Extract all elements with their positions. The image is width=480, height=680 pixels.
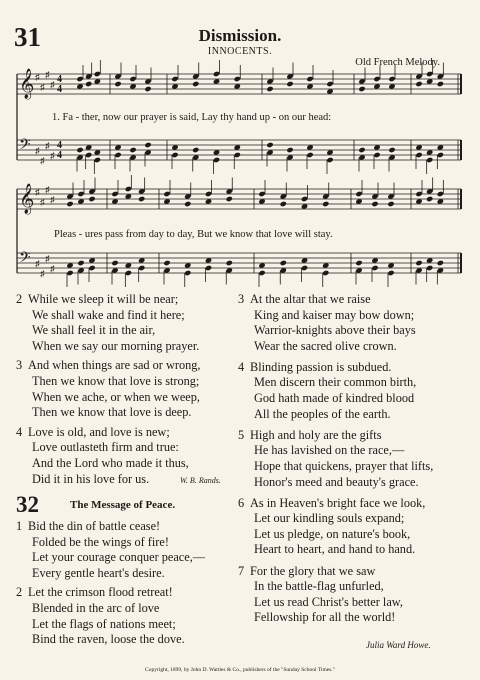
verse-block (16, 519, 231, 581)
verse-line: Men discern their common birth, (254, 375, 417, 390)
note-head (371, 201, 378, 207)
note-head (184, 270, 191, 276)
sharp-icon: ♯ (45, 140, 50, 151)
note-head (306, 76, 313, 82)
note-head (66, 270, 73, 276)
note-head (234, 152, 241, 158)
verse-line: 4 Love is old, and love is new; (16, 424, 170, 439)
verse-block (238, 564, 473, 626)
note-head (258, 191, 265, 197)
verse-block (16, 292, 231, 354)
note-head (85, 152, 92, 158)
verse-line: We shall wake and find it here; (32, 307, 185, 322)
note-head (144, 86, 151, 92)
verse-line: Let our kindling souls expand; (254, 511, 405, 526)
note-head (322, 270, 329, 276)
verse-number: 4 (16, 424, 23, 439)
verse-line: Love outlasteth firm and true: (32, 440, 179, 455)
copyright-notice: Copyright, 1899, by John D. Wattles & Co., publishers of the "Sunday School Times." (145, 667, 335, 673)
note-head (144, 142, 151, 148)
time-signature: 4 (57, 74, 62, 85)
note-head (76, 147, 83, 153)
note-head (355, 260, 362, 266)
note-head (192, 147, 199, 153)
note-head (426, 157, 433, 163)
note-head (77, 260, 84, 266)
hymn-title: Dismission. (198, 26, 282, 45)
verse-line: All the peoples of the earth. (254, 406, 391, 421)
sharp-icon: ♯ (35, 187, 40, 197)
verse-line: 2 Let the crimson flood retreat! (16, 585, 173, 600)
verse-number: 3 (16, 358, 23, 373)
note-head (306, 152, 313, 158)
note-head (286, 147, 293, 153)
note-head (415, 260, 422, 266)
verse-line: When we ache, or when we weep, (32, 389, 200, 404)
note-head (171, 152, 178, 158)
verse-number: 1 (16, 519, 23, 533)
note-head (129, 147, 136, 153)
sharp-icon: ♯ (45, 184, 50, 195)
verse-number: 4 (238, 359, 245, 374)
note-head (387, 201, 394, 207)
verse-line: Folded be the wings of fire! (32, 534, 169, 549)
note-head (358, 147, 365, 153)
note-head (415, 81, 422, 87)
verse-line: 5 High and holy are the gifts (238, 427, 382, 442)
note-head (326, 157, 333, 163)
verse-line: We shall feel it in the air, (32, 323, 156, 338)
verse-number: 6 (238, 495, 245, 510)
note-head (373, 152, 380, 158)
treble-clef-icon: 𝄞 (19, 184, 35, 214)
note-head (388, 147, 395, 153)
hymn-32-title: The Message of Peace. (70, 499, 176, 511)
time-signature: 4 (57, 140, 62, 151)
note-head (280, 201, 287, 207)
hymn-32-verses (16, 519, 231, 648)
verse-line: 1 Bid the din of battle cease! (16, 519, 161, 533)
note-head (373, 76, 380, 82)
note-head (266, 86, 273, 92)
note-head (138, 265, 145, 271)
note-head (280, 260, 287, 266)
note-head (88, 265, 95, 271)
verse-number: 5 (238, 427, 245, 442)
note-head (94, 157, 101, 163)
hymn-32-number: 32 (16, 492, 39, 517)
note-head (125, 270, 132, 276)
tune-name: INNOCENTS. (207, 46, 273, 57)
verse-line: God hath made of kindred blood (254, 391, 415, 406)
note-head (76, 76, 83, 82)
verse-line: Warrior-knights above their bays (254, 323, 416, 338)
verse-block (238, 428, 473, 490)
verse-number: 3 (238, 292, 245, 306)
verse-line: Let us read Christ's better law, (254, 594, 403, 609)
verse-line: King and kaiser may bow down; (254, 307, 415, 322)
verse-line: Let us pledge, on nature's book, (254, 526, 411, 541)
verse-line: 7 For the glory that we saw (238, 563, 376, 578)
verse-line: Then we know that love is strong; (32, 373, 200, 388)
note-head (355, 191, 362, 197)
lyric-line-1: 1. Fa - ther, now our prayer is said, Lay thy hand up - on our head: (52, 112, 332, 123)
note-head (322, 201, 329, 207)
sharp-icon: ♯ (45, 253, 50, 264)
note-head (94, 71, 101, 77)
sharp-icon: ♯ (45, 69, 50, 80)
note-head (437, 191, 444, 197)
verse-line: Bind the raven, loose the dove. (32, 632, 185, 647)
note-head (426, 196, 433, 202)
note-head (358, 86, 365, 92)
verse-line: Let the flags of nations meet; (32, 616, 176, 631)
verse-line: Honor's meed and beauty's grace. (254, 474, 419, 489)
note-head (205, 191, 212, 197)
note-head (111, 260, 118, 266)
note-head (114, 81, 121, 87)
note-head (371, 265, 378, 271)
note-head (77, 191, 84, 197)
note-head (138, 196, 145, 202)
note-head (125, 186, 132, 192)
sharp-icon: ♯ (50, 79, 55, 90)
note-head (226, 196, 233, 202)
bass-clef-icon: 𝄢 (19, 249, 31, 270)
verse-line: Blended in the arc of love (32, 600, 160, 615)
verse-line: Did it in his love for us. (32, 471, 150, 486)
verse-line: 2 While we sleep it will be near; (16, 292, 179, 306)
verse-line: 3 At the altar that we raise (238, 292, 371, 306)
sharp-icon: ♯ (35, 72, 40, 82)
author-credit: W. B. Rands. (180, 476, 221, 485)
note-head (426, 265, 433, 271)
composer-credit: Old French Melody. (355, 57, 440, 68)
note-head (213, 157, 220, 163)
verse-block (238, 360, 473, 422)
note-head (234, 76, 241, 82)
note-head (387, 270, 394, 276)
sharp-icon: ♯ (50, 263, 55, 274)
note-head (163, 260, 170, 266)
hymn-number: 31 (14, 22, 41, 52)
note-head (258, 270, 265, 276)
bass-clef-icon: 𝄢 (19, 136, 31, 157)
verse-line: In the battle-flag unfurled, (254, 579, 384, 594)
note-head (111, 191, 118, 197)
lyric-line-2: Pleas - ures pass from day to day, But we know that love will stay. (54, 229, 333, 240)
note-head (85, 81, 92, 87)
note-head (437, 81, 444, 87)
verse-number: 2 (16, 585, 23, 600)
verse-number: 7 (238, 563, 245, 578)
note-head (129, 76, 136, 82)
sharp-icon: ♯ (40, 82, 45, 92)
music-score (0, 0, 480, 290)
verse-line: Hope that quickens, prayer that lifts, (254, 458, 434, 473)
note-head (226, 260, 233, 266)
author-credit-2: Julia Ward Howe. (366, 640, 431, 650)
note-head (326, 81, 333, 87)
verse-line: Then we know that love is deep. (32, 405, 192, 420)
verse-line: 4 Blinding passion is subdued. (238, 359, 392, 374)
note-head (213, 71, 220, 77)
note-head (301, 196, 308, 202)
note-head (388, 76, 395, 82)
note-head (192, 81, 199, 87)
time-signature: 4 (57, 84, 62, 95)
sharp-icon: ♯ (40, 268, 45, 279)
sharp-icon: ♯ (50, 150, 55, 161)
note-head (437, 260, 444, 266)
verse-line: He has lavished on the race,— (254, 443, 405, 458)
verse-line: Heart to heart, and hand to hand. (254, 542, 416, 557)
note-head (286, 81, 293, 87)
note-head (437, 152, 444, 158)
verse-block (238, 292, 473, 354)
right-verse-column (238, 292, 473, 626)
verse-line: Every gentle heart's desire. (32, 565, 165, 580)
note-head (88, 196, 95, 202)
verse-line: When we say our morning prayer. (32, 338, 200, 353)
note-head (266, 142, 273, 148)
note-head (184, 201, 191, 207)
verse-number: 2 (16, 292, 23, 306)
note-head (415, 152, 422, 158)
left-verse-column (16, 292, 231, 487)
note-head (426, 71, 433, 77)
note-head (205, 265, 212, 271)
verse-block (16, 358, 231, 420)
note-head (66, 201, 73, 207)
note-head (301, 265, 308, 271)
verse-line: Let your courage conquer peace,— (32, 550, 206, 565)
sharp-icon: ♯ (35, 145, 40, 156)
time-signature: 4 (57, 150, 62, 161)
note-head (114, 152, 121, 158)
verse-line: 6 As in Heaven's bright face we look, (238, 495, 426, 510)
verse-block (238, 496, 473, 558)
note-head (163, 191, 170, 197)
verse-line: Wear the sacred olive crown. (254, 338, 397, 353)
note-head (171, 76, 178, 82)
note-head (415, 191, 422, 197)
sharp-icon: ♯ (40, 197, 45, 207)
verse-block (16, 585, 231, 647)
verse-line: 3 And when things are sad or wrong, (16, 358, 201, 373)
treble-clef-icon: 𝄞 (19, 69, 35, 99)
verse-line: Fellowship for all the world! (254, 610, 396, 625)
sharp-icon: ♯ (40, 155, 45, 166)
verse-line: And the Lord who made it thus, (32, 455, 189, 470)
sharp-icon: ♯ (35, 258, 40, 269)
sharp-icon: ♯ (50, 194, 55, 205)
